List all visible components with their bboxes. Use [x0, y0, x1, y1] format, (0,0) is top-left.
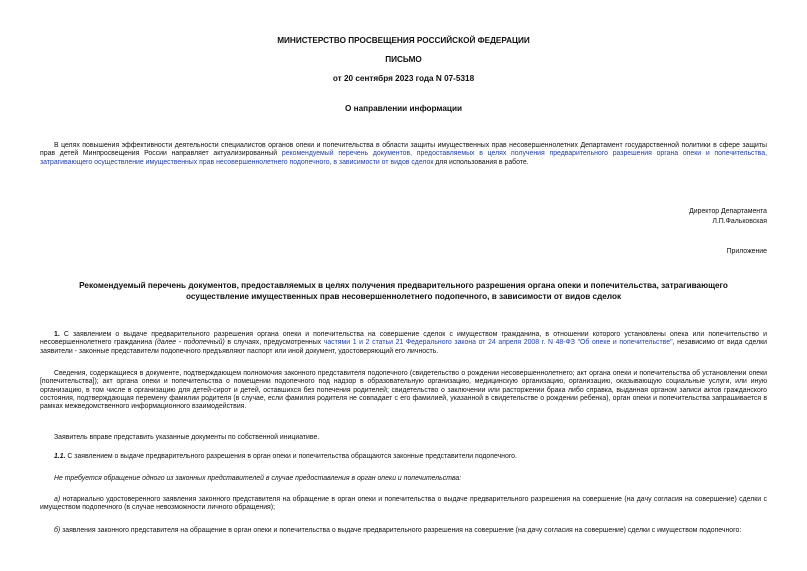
- item-1-law-link[interactable]: частями 1 и 2 статьи 21 Федерального закона от 24 апреля 2008 г. N 48-ФЗ "Об опеке и попечительстве": [323, 339, 673, 347]
- sub-a-text: нотариально удостоверенного заявления законного представителя на обращение в орган опеки и попечительства о выдаче предварительного разрешения на совершение (на дачу согласия на совершение) сделки с имуществом подопечного (в случае невозможности личного обращения);: [40, 496, 767, 512]
- sub-a-paragraph: [40, 496, 767, 513]
- item-1-italic: (далее - подопечный): [154, 339, 225, 347]
- sub-b-letter: б): [54, 527, 61, 534]
- appendix-label: Приложение: [726, 248, 767, 255]
- doc-type-heading: ПИСЬМО: [385, 55, 422, 64]
- item-1-number: 1.: [54, 331, 60, 338]
- intro-paragraph: [40, 142, 767, 167]
- sub-b-paragraph: [40, 527, 767, 535]
- item-1-1-text: С заявлением о выдаче предварительного разрешения в орган опеки и попечительства обращаются законные представители подопечного.: [65, 453, 517, 460]
- item-1-text-c: , независимо от вида сделки заявители - законные представители подопечного предъявляют паспорт или иной документ, удостоверяющий его личность.: [40, 339, 767, 355]
- sub-b-text: заявления законного представителя на обращение в орган опеки и попечительства о выдаче предварительного разрешения на совершение (на дачу согласия на совершение) сделки с имуществом подопечного:: [60, 527, 742, 534]
- doc-date-heading: от 20 сентября 2023 года N 07-5318: [332, 74, 475, 83]
- intro-list-link[interactable]: рекомендуемый перечень документов, предоставляемых в целях получения предварительного разрешения органа опеки и попечительства, затрагивающего осуществление имущественных прав несовершеннолетнего подопечного, в зависимости от видов сделок: [40, 150, 767, 166]
- signature-position: Директор Департамента: [689, 208, 767, 215]
- item-1-1-paragraph: [40, 453, 767, 461]
- intro-text-before: В целях повышения эффективности деятельности специалистов органов опеки и попечительства в области защиты имущественных прав несовершеннолетних Департамент государственной политики в сфере защиты прав детей Минпросвещения России направляет актуализированный: [40, 142, 767, 158]
- item-1-text-b: в случаях, предусмотренных: [224, 339, 324, 347]
- signature-name: Л.П.Фальковская: [712, 218, 767, 225]
- info-paragraph: Сведения, содержащиеся в документе, подтверждающем полномочия законного представителя подопечного (свидетельство о рождении несовершеннолетнего; акт органа опеки и попечительства об установлении опеки [попечительства]); акт органа опеки и попечительства о помещении подопечного под надзор в образовательную организацию, медицинскую организацию, организацию, оказывающую социальные услуги, или иную организацию, в том числе в организацию для детей-сирот и детей, оставшихся без попечения родителей; свидетельство о заключении или расторжении брака либо справка, выданная органом записи актов гражданского состояния, подтверждающая перемену фамилии родителя (в случае, если фамилия родителя не совпадает с его фамилией, указанной в свидетельстве о рождении ребенка), орган опеки и попечительства запрашивается в рамках межведомственного информационного взаимодействия.: [40, 370, 767, 411]
- list-title: Рекомендуемый перечень документов, предоставляемых в целях получения предварительного разрешения органа опеки и попечительства, затрагивающего осуществление имущественных прав несовершеннолетнего подопечного, в зависимости от видов сделок: [79, 281, 728, 301]
- sub-a-letter: а): [54, 496, 61, 503]
- item-1-paragraph: [40, 331, 767, 356]
- item-1-text-a: С заявлением о выдаче предварительного разрешения органа опеки и попечительства на совершение сделок с имуществом гражданина, в отношении которого установлены опека или попечительство и несовершеннолетнего гражданина: [40, 331, 767, 347]
- not-required-paragraph: Не требуется обращение одного из законных представителей в случае предоставления в орган опеки и попечительства:: [54, 475, 462, 482]
- ministry-heading: МИНИСТЕРСТВО ПРОСВЕЩЕНИЯ РОССИЙСКОЙ ФЕДЕРАЦИИ: [277, 36, 530, 45]
- own-initiative-paragraph: Заявитель вправе представить указанные документы по собственной инициативе.: [54, 434, 320, 441]
- intro-text-after: для использования в работе.: [433, 158, 529, 166]
- item-1-1-number: 1.1.: [54, 453, 66, 460]
- doc-title-heading: О направлении информации: [344, 104, 463, 113]
